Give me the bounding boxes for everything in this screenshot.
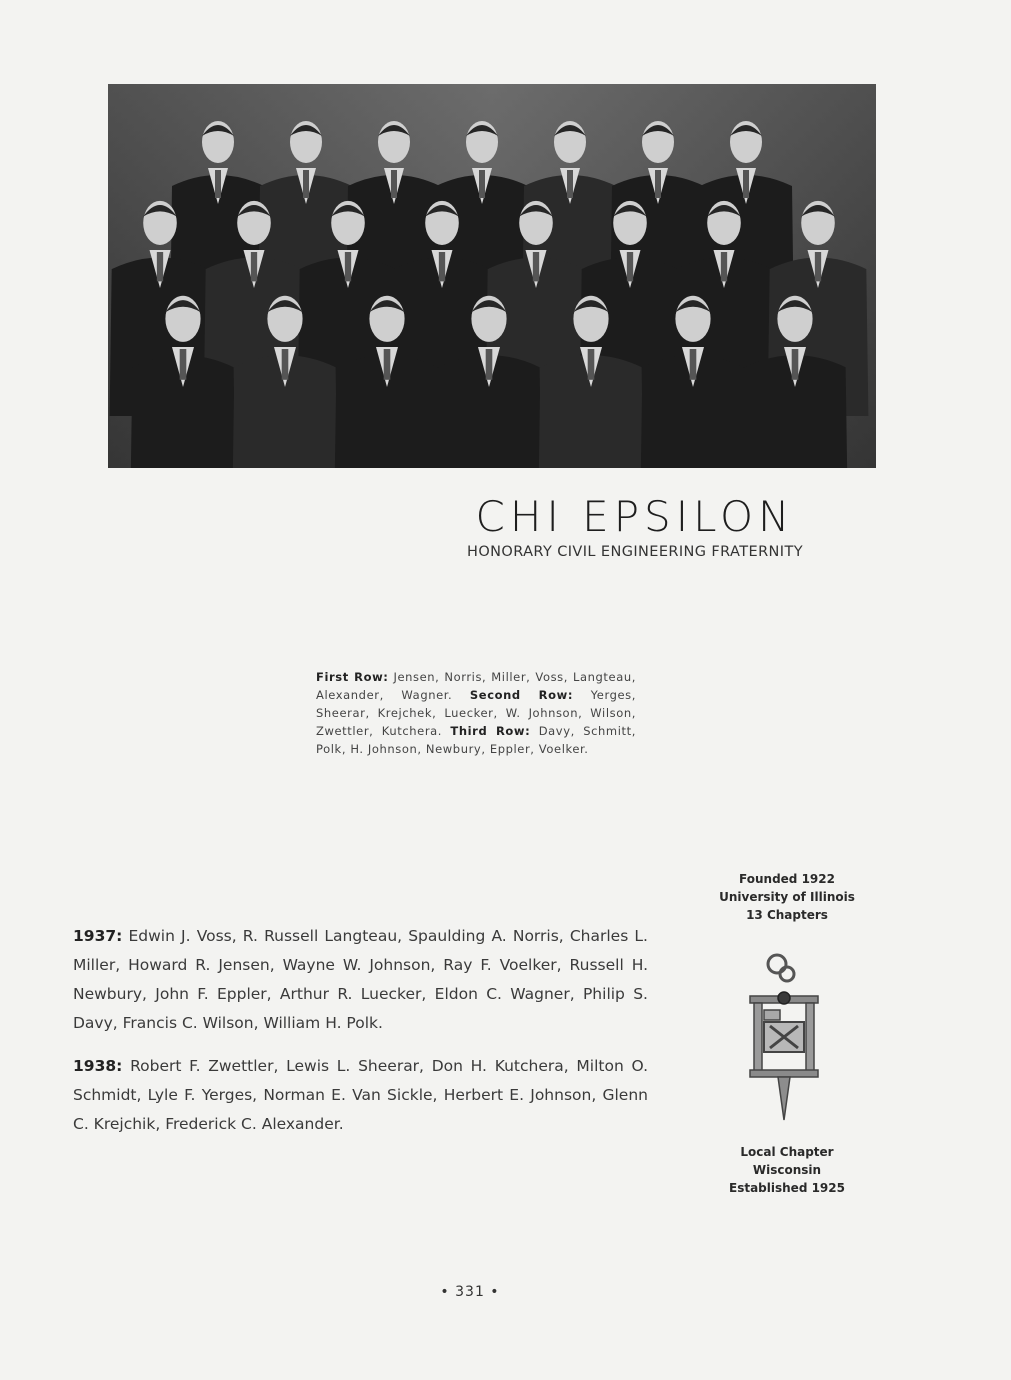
local-chapter-label: Local Chapter	[740, 1145, 834, 1159]
caption-second-row-names: Yerges, Sheerar, Krejchek, Luecker, W. Johnson, Wilson, Zwettler, Kutchera.	[316, 688, 637, 738]
caption-second-row-label: Second Row:	[469, 688, 574, 702]
class-names-1938: Robert F. Zwettler, Lewis L. Sheerar, Don H. Kutchera, Milton O. Schmidt, Lyle F. Yerges, Norman E. Van Sickle, Herbert E. Johnson, Glenn C. Krejchik, Frederick C. Alexander.	[73, 1057, 648, 1133]
members-1937	[73, 922, 648, 1038]
fraternity-key-pin-emblem	[742, 948, 832, 1127]
founded-university: University of Illinois	[719, 890, 855, 904]
class-year-1937: 1937:	[73, 927, 123, 945]
chapter-count: 13 Chapters	[746, 908, 828, 922]
class-names-1937: Edwin J. Voss, R. Russell Langteau, Spaulding A. Norris, Charles L. Miller, Howard R. Jensen, Wayne W. Johnson, Ray F. Voelker, Russell H. Newbury, John F. Eppler, Arthur R. Luecker, Eldon C. Wagner, Philip S. Davy, Francis C. Wilson, William H. Polk.	[73, 927, 648, 1032]
page-number: • 331 •	[440, 1284, 500, 1300]
caption-third-row-label: Third Row:	[450, 724, 531, 738]
founded-info	[712, 870, 862, 924]
group-photo-figures	[108, 84, 876, 468]
photo-caption	[316, 668, 636, 758]
members-1938	[73, 1052, 648, 1139]
founded-year: Founded 1922	[739, 872, 835, 886]
page-title: CHI EPSILON	[475, 492, 795, 541]
caption-first-row-label: First Row:	[316, 670, 389, 684]
local-chapter-info	[712, 1143, 862, 1197]
caption-third-row-names: Davy, Schmitt, Polk, H. Johnson, Newbury, Eppler, Voelker.	[316, 724, 636, 756]
local-chapter-name: Wisconsin	[752, 1163, 822, 1177]
caption-first-row-names: Jensen, Norris, Miller, Voss, Langteau, Alexander, Wagner.	[316, 670, 636, 702]
local-chapter-established: Established 1925	[729, 1181, 845, 1195]
page-subtitle: HONORARY CIVIL ENGINEERING FRATERNITY	[467, 544, 803, 560]
group-photograph	[108, 84, 876, 468]
class-year-1938: 1938:	[73, 1057, 123, 1075]
